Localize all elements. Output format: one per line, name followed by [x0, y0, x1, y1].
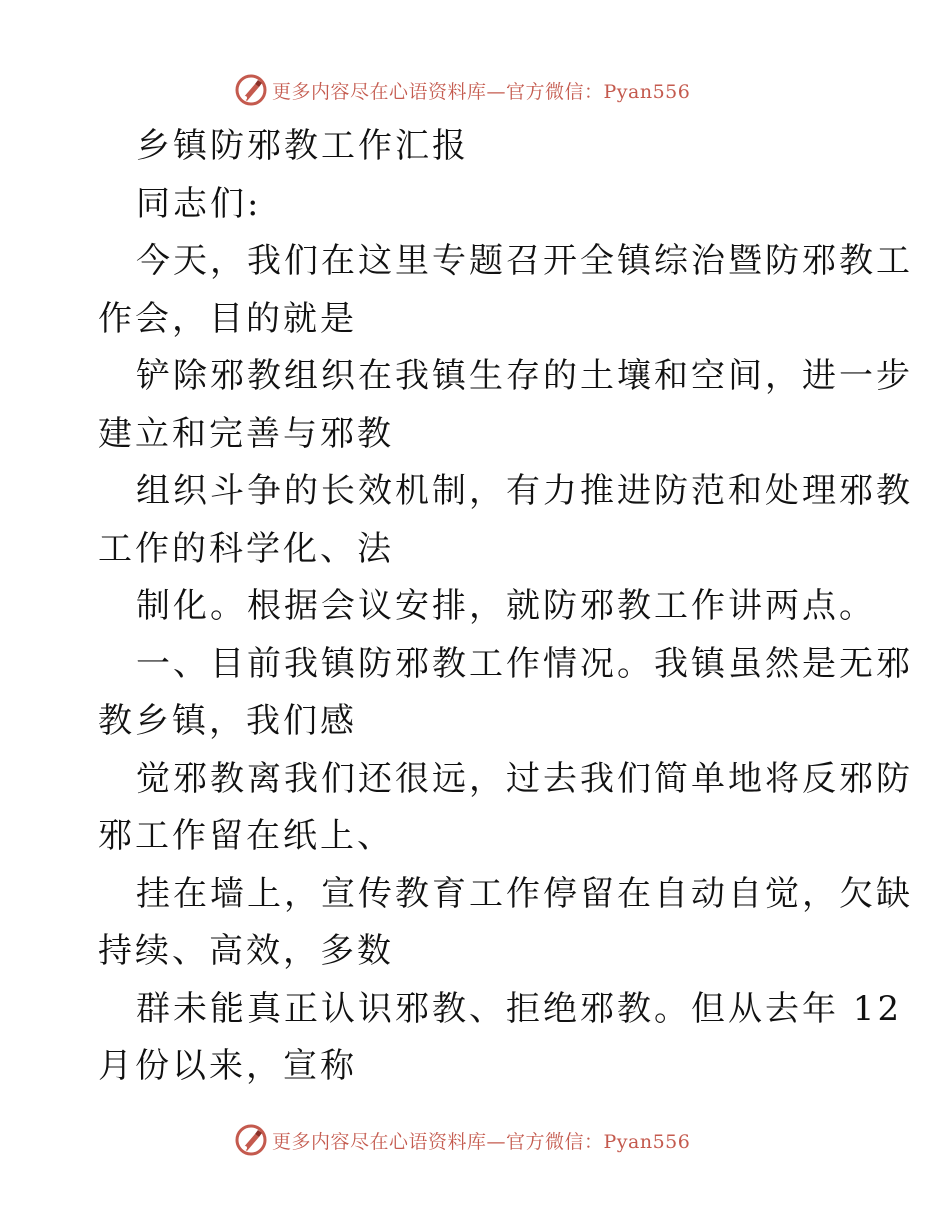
text-line: 邪工作留在纸上、 — [98, 816, 394, 856]
footer-banner-text: 更多内容尽在心语资料库—官方微信：Pyan556 — [272, 1130, 691, 1153]
text-line: 一、目前我镇防邪教工作情况。我镇虽然是无邪 — [136, 643, 913, 684]
pen-logo-icon — [234, 1123, 268, 1157]
text-line: 月份以来，宣称 — [98, 1046, 357, 1086]
text-line: 铲除邪教组织在我镇生存的土壤和空间，进一步 — [136, 356, 913, 396]
text-line: 群未能真正认识邪教、拒绝邪教。但从去年 12 — [136, 988, 903, 1029]
text-line: 组织斗争的长效机制，有力推进防范和处理邪教 — [136, 471, 913, 511]
text-line: 挂在墙上，宣传教育工作停留在自动自觉，欠缺 — [136, 873, 913, 914]
text-line: 制化。根据会议安排，就防邪教工作讲两点。 — [136, 586, 876, 626]
text-line: 工作的科学化、法 — [98, 528, 394, 569]
pen-logo-icon — [234, 73, 268, 107]
text-line: 作会，目的就是 — [98, 298, 357, 339]
header-banner — [234, 72, 714, 108]
text-line: 今天，我们在这里专题召开全镇综治暨防邪教工 — [136, 241, 913, 281]
text-line: 持续、高效，多数 — [98, 931, 394, 971]
text-line: 同志们: — [136, 183, 262, 224]
footer-banner — [234, 1122, 714, 1158]
text-line: 建立和完善与邪教 — [98, 413, 394, 454]
text-line: 教乡镇，我们感 — [98, 701, 357, 741]
text-line: 觉邪教离我们还很远，过去我们简单地将反邪防 — [136, 758, 913, 799]
document-body — [98, 118, 913, 1096]
header-banner-text: 更多内容尽在心语资料库—官方微信：Pyan556 — [272, 80, 691, 103]
document-title: 乡镇防邪教工作汇报 — [136, 126, 469, 166]
